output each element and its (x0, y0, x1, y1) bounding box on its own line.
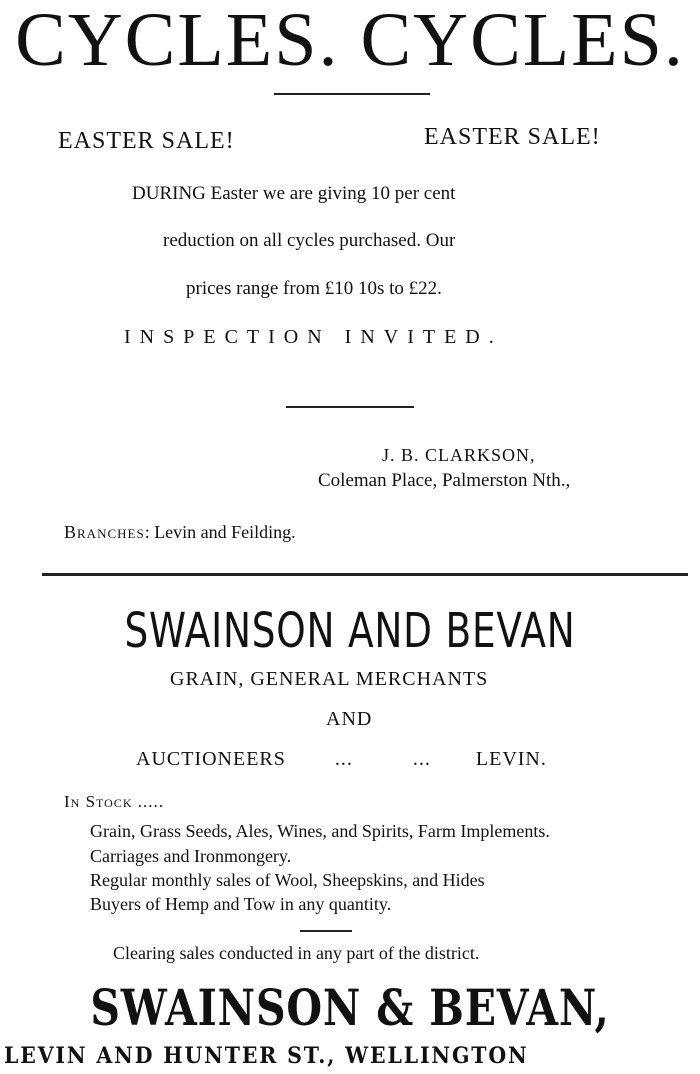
auctioneers-label: AUCTIONEERS (136, 748, 286, 770)
town-label: LEVIN. (475, 748, 547, 770)
leader-dots: ... (334, 748, 353, 770)
easter-sale-right: EASTER SALE! (424, 124, 601, 150)
branches-label: Branches (64, 522, 145, 542)
firm-name: SWAINSON & BEVAN, (90, 978, 610, 1037)
branches-line (64, 522, 296, 543)
clearing-sales-line: Clearing sales conducted in any part of the district. (113, 943, 480, 963)
merchants-line: GRAIN, GENERAL MERCHANTS (170, 668, 489, 690)
stock-item: Grain, Grass Seeds, Ales, Wines, and Spirits, Farm Implements. (90, 821, 550, 841)
firm-title: SWAINSON AND BEVAN (124, 603, 576, 659)
advertiser-name: J. B. CLARKSON, (382, 445, 536, 465)
easter-sale-left: EASTER SALE! (58, 128, 235, 154)
sale-description-line: reduction on all cycles purchased. Our (163, 230, 456, 251)
inspection-invited: INSPECTION INVITED. (124, 326, 503, 348)
leader-dots: ... (412, 748, 431, 770)
address-footer: LEVIN AND HUNTER ST., WELLINGTON (4, 1043, 529, 1069)
stock-item: Buyers of Hemp and Tow in any quantity. (90, 894, 392, 914)
and-line: AND (326, 708, 373, 730)
advertiser-address: Coleman Place, Palmerston Nth., (318, 470, 571, 491)
in-stock-heading: In Stock ..... (64, 792, 164, 811)
divider-rule (300, 930, 352, 932)
auctioneers-line (136, 748, 547, 771)
divider-rule (286, 406, 414, 408)
divider-rule (274, 93, 430, 95)
sale-description-line: DURING Easter we are giving 10 per cent (132, 183, 456, 204)
price-range-line: prices range from £10 10s to £22. (186, 278, 442, 299)
branches-text: : Levin and Feilding. (144, 522, 296, 542)
column-separator-rule (42, 573, 688, 576)
stock-item: Regular monthly sales of Wool, Sheepskins, and Hides (90, 870, 485, 890)
cycles-headline: CYCLES. CYCLES. (15, 0, 685, 82)
stock-item: Carriages and Ironmongery. (90, 846, 292, 866)
